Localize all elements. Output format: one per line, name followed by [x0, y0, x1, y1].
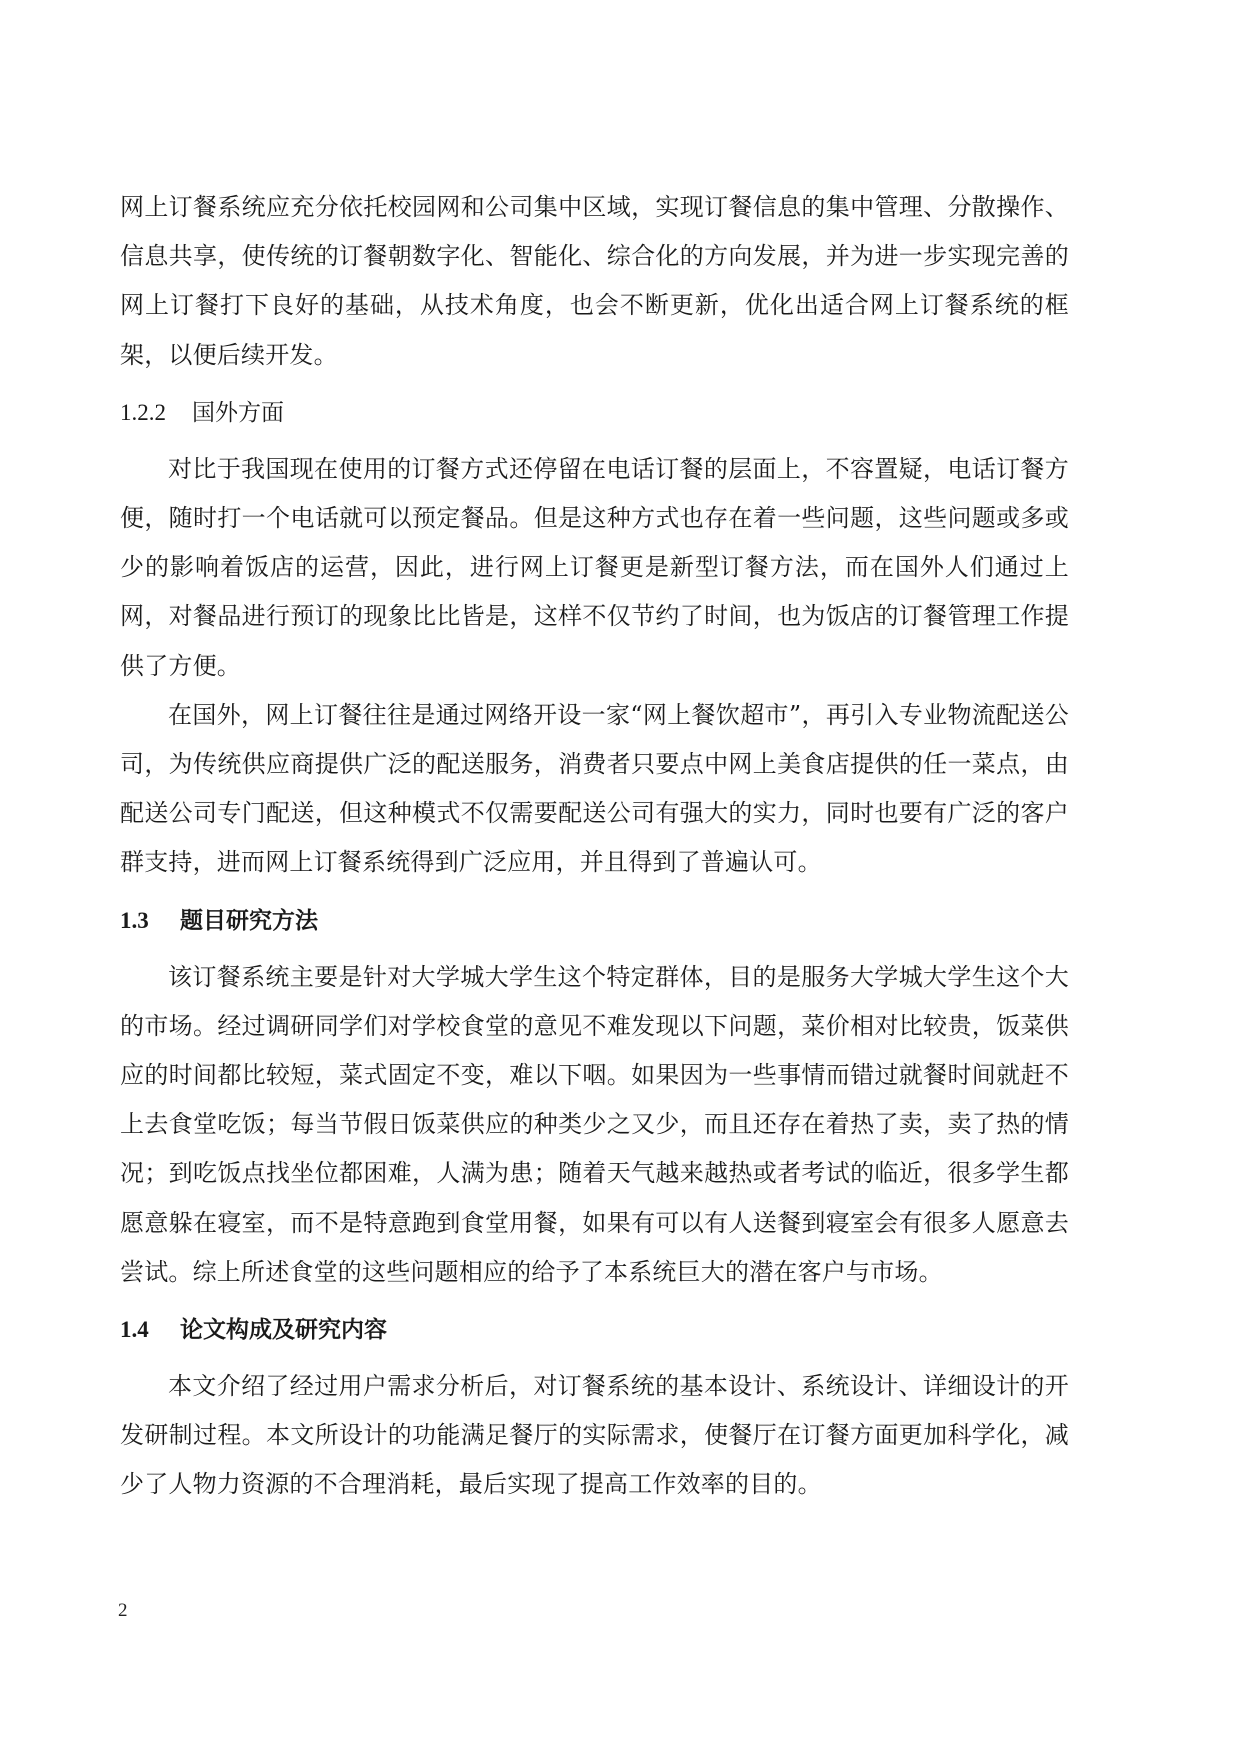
section-number: 1.2.2	[120, 399, 166, 425]
section-heading-1-3	[120, 897, 1069, 945]
section-number: 1.3	[120, 907, 149, 933]
paragraph-foreign-1: 对比于我国现在使用的订餐方式还停留在电话订餐的层面上，不容置疑，电话订餐方便，随时打一个电话就可以预定餐品。但是这种方式也存在着一些问题，这些问题或多或少的影响着饭店的运营，因此，进行网上订餐更是新型订餐方法，而在国外人们通过上网，对餐品进行预订的现象比比皆是，这样不仅节约了时间，也为饭店的订餐管理工作提供了方便。	[120, 454, 1069, 680]
paragraph-thesis-structure: 本文介绍了经过用户需求分析后，对订餐系统的基本设计、系统设计、详细设计的开发研制过程。本文所设计的功能满足餐厅的实际需求，使餐厅在订餐方面更加科学化，减少了人物力资源的不合理消耗，最后实现了提高工作效率的目的。	[120, 1372, 1069, 1499]
document-body	[120, 183, 1069, 1510]
section-title: 国外方面	[192, 399, 284, 426]
section-heading-1-2-2	[120, 389, 1069, 437]
section-number: 1.4	[120, 1317, 149, 1343]
paragraph-research-method: 该订餐系统主要是针对大学城大学生这个特定群体，目的是服务大学城大学生这个大的市场。经过调研同学们对学校食堂的意见不难发现以下问题，菜价相对比较贵，饭菜供应的时间都比较短，菜式固定不变，难以下咽。如果因为一些事情而错过就餐时间就赶不上去食堂吃饭；每当节假日饭菜供应的种类少之又少，而且还存在着热了卖，卖了热的情况；到吃饭点找坐位都困难，人满为患；随着天气越来越热或者考试的临近，很多学生都愿意躲在寝室，而不是特意跑到食堂用餐，如果有可以有人送餐到寝室会有很多人愿意去尝试。综上所述食堂的这些问题相应的给予了本系统巨大的潜在客户与市场。	[120, 962, 1069, 1286]
section-heading-1-4	[120, 1306, 1069, 1354]
page-number: 2	[118, 1600, 128, 1621]
section-title: 题目研究方法	[180, 906, 318, 934]
section-title: 论文构成及研究内容	[180, 1316, 387, 1344]
paragraph-foreign-2: 在国外，网上订餐往往是通过网络开设一家“网上餐饮超市”，再引入专业物流配送公司，为传统供应商提供广泛的配送服务，消费者只要点中网上美食店提供的任一菜点，由配送公司专门配送，但这种模式不仅需要配送公司有强大的实力，同时也要有广泛的客户群支持，进而网上订餐系统得到广泛应用，并且得到了普遍认可。	[120, 700, 1069, 877]
paragraph-intro-continued: 网上订餐系统应充分依托校园网和公司集中区域，实现订餐信息的集中管理、分散操作、信息共享，使传统的订餐朝数字化、智能化、综合化的方向发展，并为进一步实现完善的网上订餐打下良好的基础，从技术角度，也会不断更新，优化出适合网上订餐系统的框架，以便后续开发。	[120, 193, 1069, 369]
